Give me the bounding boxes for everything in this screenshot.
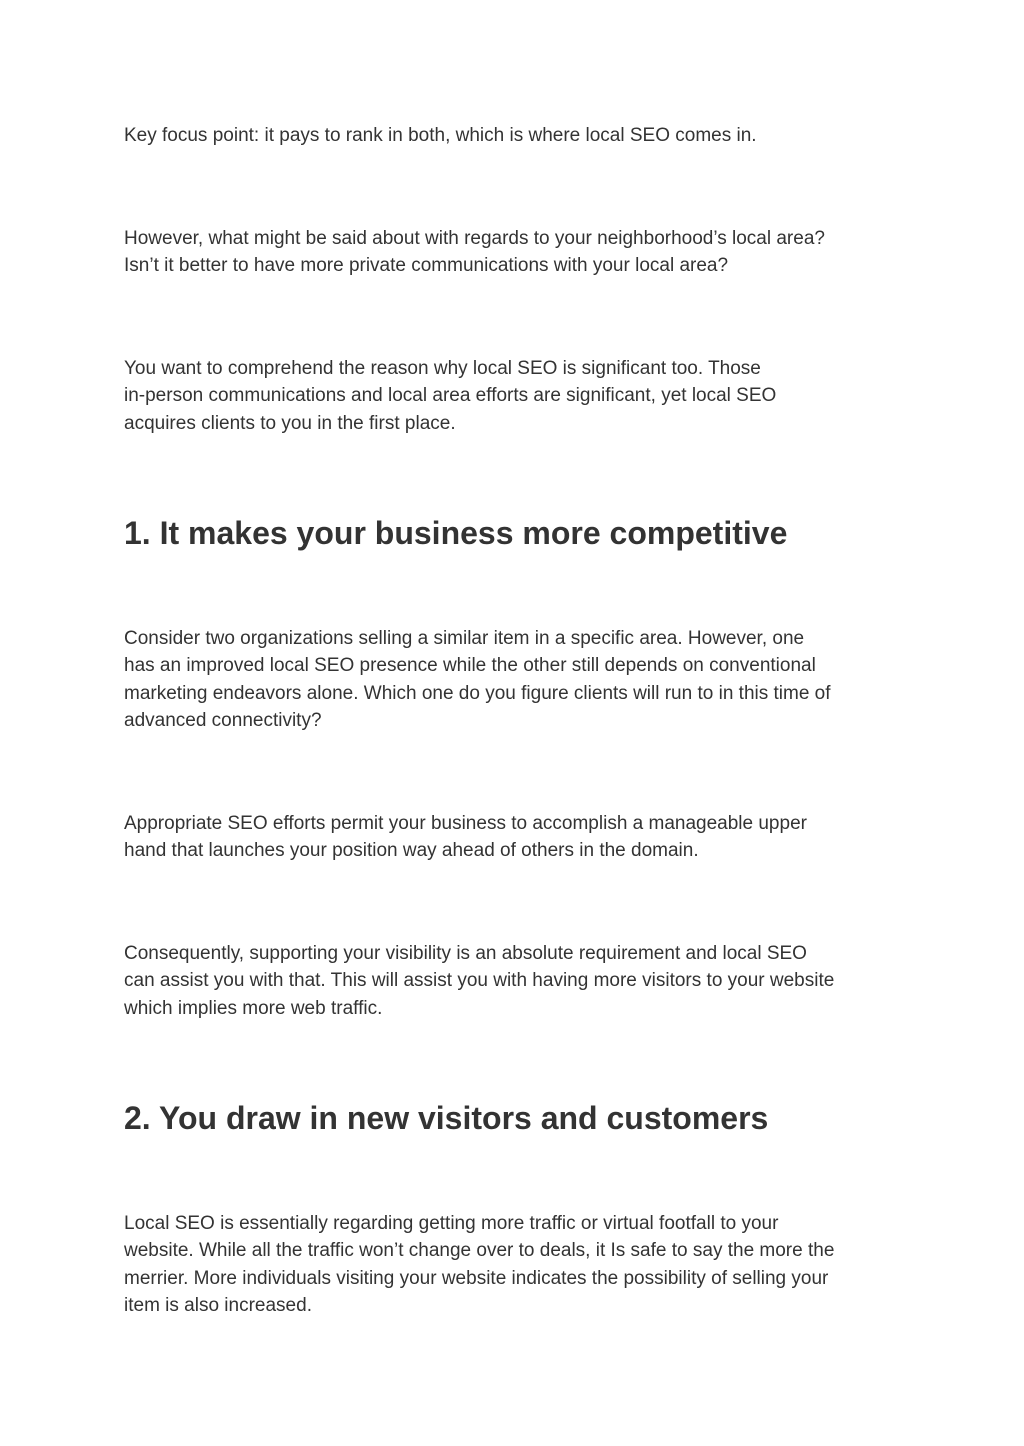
- paragraph-key-focus: Key focus point: it pays to rank in both, which is where local SEO comes in.: [124, 125, 757, 146]
- paragraph-two-organizations: Consider two organizations selling a similar item in a specific area. However, one has an improved local SEO presence while the other still depends on conventional marketing endeavors alone. Which one do you figure clients will run to in this time of advanced connectivity?: [124, 628, 831, 732]
- paragraph-significance: You want to comprehend the reason why local SEO is significant too. Those in-person communications and local area efforts are significant, yet local SEO acquires clients to you in the first place.: [124, 358, 777, 434]
- heading-competitive: 1. It makes your business more competitive: [124, 515, 788, 551]
- paragraph-traffic: Local SEO is essentially regarding getting more traffic or virtual footfall to your website. While all the traffic won’t change over to deals, it Is safe to say the more the merrier. More individuals visiting your website indicates the possibility of selling your item is also increased.: [124, 1213, 835, 1317]
- heading-new-visitors: 2. You draw in new visitors and customers: [124, 1100, 769, 1136]
- paragraph-neighborhood: However, what might be said about with regards to your neighborhood’s local area? Isn’t it better to have more private communications with your local area?: [124, 228, 825, 277]
- paragraph-seo-efforts: Appropriate SEO efforts permit your business to accomplish a manageable upper hand that launches your position way ahead of others in the domain.: [124, 813, 807, 862]
- paragraph-visibility: Consequently, supporting your visibility is an absolute requirement and local SEO can assist you with that. This will assist you with having more visitors to your website which implies more web traffic.: [124, 943, 835, 1019]
